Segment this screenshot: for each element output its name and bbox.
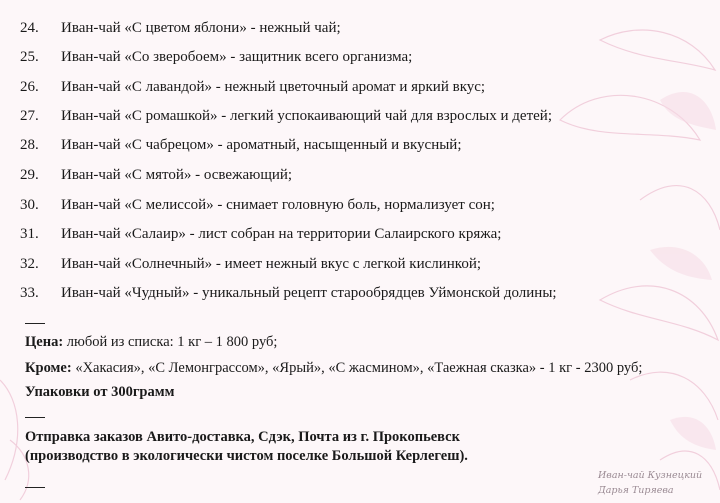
item-number: 33. — [20, 285, 39, 301]
item-text: Иван-чай «С ромашкой» - легкий успокаивающий чай для взрослых и детей; — [61, 108, 552, 124]
packaging-line: Упаковки от 300грамм — [25, 384, 175, 400]
shipping-line-2: (производство в экологически чистом поселке Большой Керлегеш). — [25, 448, 468, 464]
item-text: Иван-чай «С цветом яблони» - нежный чай; — [61, 20, 341, 36]
separator-line — [25, 323, 45, 324]
item-number: 25. — [20, 49, 39, 65]
item-text: Иван-чай «С лавандой» - нежный цветочный аромат и яркий вкус; — [61, 79, 486, 95]
item-text: Иван-чай «Со зверобоем» - защитник всего организма; — [61, 49, 413, 65]
item-text: Иван-чай «Чудный» - уникальный рецепт старообрядцев Уймонской долины; — [61, 285, 557, 301]
item-text: Иван-чай «Солнечный» - имеет нежный вкус с легкой кислинкой; — [61, 256, 482, 272]
except-text: «Хакасия», «С Лемонграссом», «Ярый», «С жасмином», «Таежная сказка» - 1 кг - 2300 руб; — [71, 360, 643, 376]
item-number: 26. — [20, 79, 39, 95]
item-number: 32. — [20, 256, 39, 272]
item-number: 30. — [20, 197, 39, 213]
separator-line — [25, 487, 45, 488]
signature-line-1: Иван-чай Кузнецкий — [598, 470, 703, 481]
item-text: Иван-чай «Салаир» - лист собран на территории Салаирского кряжа; — [61, 226, 502, 242]
separator-line — [25, 417, 45, 418]
except-line — [25, 358, 642, 378]
item-text: Иван-чай «С чабрецом» - ароматный, насыщенный и вкусный; — [61, 137, 462, 153]
item-number: 27. — [20, 108, 39, 124]
price-label: Цена: — [25, 334, 64, 350]
item-text: Иван-чай «С мятой» - освежающий; — [61, 167, 293, 183]
shipping-line-1: Отправка заказов Авито-доставка, Сдэк, Почта из г. Прокопьевск — [25, 429, 460, 445]
price-text: любой из списка: 1 кг – 1 800 руб; — [63, 334, 278, 350]
item-number: 24. — [20, 20, 39, 36]
price-line — [25, 332, 277, 352]
item-number: 31. — [20, 226, 39, 242]
except-label: Кроме: — [25, 360, 72, 376]
signature-line-2: Дарья Тиряева — [598, 485, 674, 496]
item-number: 29. — [20, 167, 39, 183]
item-text: Иван-чай «С мелиссой» - снимает головную боль, нормализует сон; — [61, 197, 495, 213]
item-number: 28. — [20, 137, 39, 153]
